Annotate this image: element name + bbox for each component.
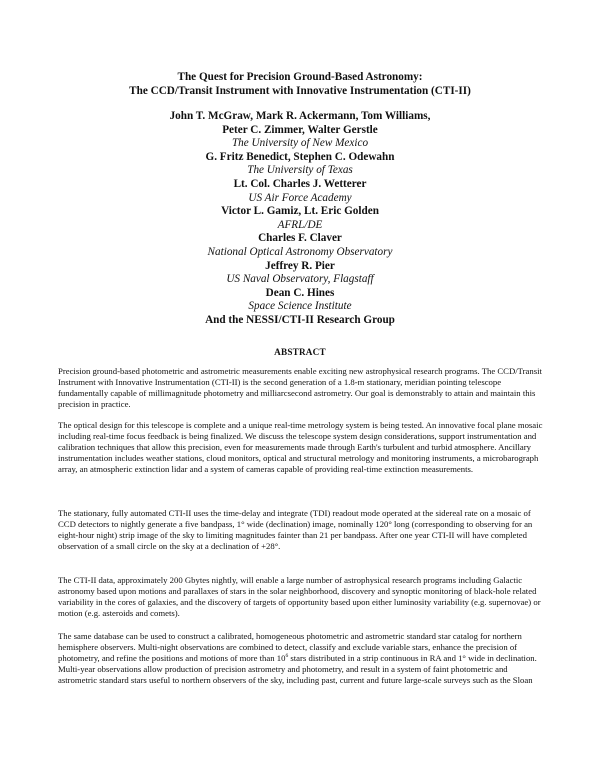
author-line: Dean C. Hines: [265, 286, 335, 299]
paragraph-5-text-a: The same database can be used to construct a calibrated, homogeneous photometric and astrometric standard star catalog for northern hemisphere observers. Multi-night observations are combined to detect, classify and exclude variable stars, enhance the precision of photometry, and refine the positions and motions of more than 10: [58, 631, 522, 663]
abstract-paragraph-3: The stationary, fully automated CTI-II uses the time-delay and integrate (TDI) readout mode operated at the sidereal rate on a mosaic of CCD detectors to nightly generate a five bandpass, 1° wide (declination) image, nominally 120° long (corresponding to observing for an eight-hour night) strip image of the sky to limiting magnitudes fainter than 21 per bandpass. After one year CTI-II will have completed observation of a small circle on the sky at a declination of +28°.: [58, 508, 533, 551]
title-line-2: The CCD/Transit Instrument with Innovative Instrumentation (CTI-II): [129, 85, 471, 97]
author-line: Charles F. Claver: [258, 232, 342, 245]
author-line: Jeffrey R. Pier: [265, 259, 335, 272]
abstract-paragraph-2: The optical design for this telescope is complete and a unique real-time metrology system is being tested. An innovative focal plane mosaic including real-time focus feedback is being finalized. We discuss the telescope system design considerations, support instrumentation and calibration techniques that allow this precision, even for measurements made through Earth's turbulent and turbid atmosphere. Ancillary instrumentation includes weather stations, cloud monitors, optical and structural metrology and monitoring instruments, a microbarograph array, an atmospheric extinction lidar and a system of cameras capable of providing real-time extinction measurements.: [58, 420, 543, 474]
abstract-paragraph-5: [58, 631, 548, 686]
research-group-line: And the NESSI/CTI-II Research Group: [205, 313, 395, 326]
paragraph-5-text-b: stars distributed in a strip continuous in RA and 1° wide in declination. Multi-year observations allow production of precision astrometry and photometry, and result in a system of faint photometric and astrometric standard stars useful to northern observers of the sky, including past, current and future large-scale surveys such as the Sloan: [58, 653, 537, 685]
affiliation-line: The University of Texas: [247, 164, 353, 177]
author-line: G. Fritz Benedict, Stephen C. Odewahn: [205, 150, 395, 163]
affiliation-line: AFRL/DE: [277, 218, 323, 231]
abstract-heading: ABSTRACT: [274, 347, 326, 357]
abstract-paragraph-1: Precision ground-based photometric and astrometric measurements enable exciting new astrophysical research programs. The CCD/Transit Instrument with Innovative Instrumentation (CTI-II) is the second generation of a 1.8-m stationary, meridian pointing telescope fundamentally capable of millimagnitude photometry and milliarcsecond astrometry. Our goal is demonstrably to attain and maintain this precision in practice.: [58, 366, 542, 409]
author-line: Victor L. Gamiz, Lt. Eric Golden: [221, 205, 379, 218]
affiliation-line: Space Science Institute: [248, 300, 352, 313]
superscript-exponent: 6: [285, 653, 289, 660]
title-line-1: The Quest for Precision Ground-Based Astronomy:: [177, 71, 423, 83]
author-line: Lt. Col. Charles J. Wetterer: [233, 177, 367, 190]
author-affiliation-block: [0, 110, 600, 328]
abstract-paragraph-4: The CTI-II data, approximately 200 Gbytes nightly, will enable a large number of astrophysical research programs including Galactic astronomy based upon motions and parallaxes of stars in the solar neighborhood, discovery and synoptic monitoring of black-hole related variability in the cores of galaxies, and the discovery of targets of opportunity based upon either luminosity variability (e.g. supernovae) or motion (e.g. asteroids and comets).: [58, 575, 541, 618]
affiliation-line: The University of New Mexico: [231, 137, 369, 150]
author-line: John T. McGraw, Mark R. Ackermann, Tom Williams,: [169, 110, 431, 122]
affiliation-line: US Naval Observatory, Flagstaff: [226, 273, 374, 286]
affiliation-line: US Air Force Academy: [248, 191, 352, 204]
affiliation-line: National Optical Astronomy Observatory: [207, 245, 393, 258]
paper-title: [0, 70, 600, 98]
author-line: Peter C. Zimmer, Walter Gerstle: [222, 123, 378, 136]
